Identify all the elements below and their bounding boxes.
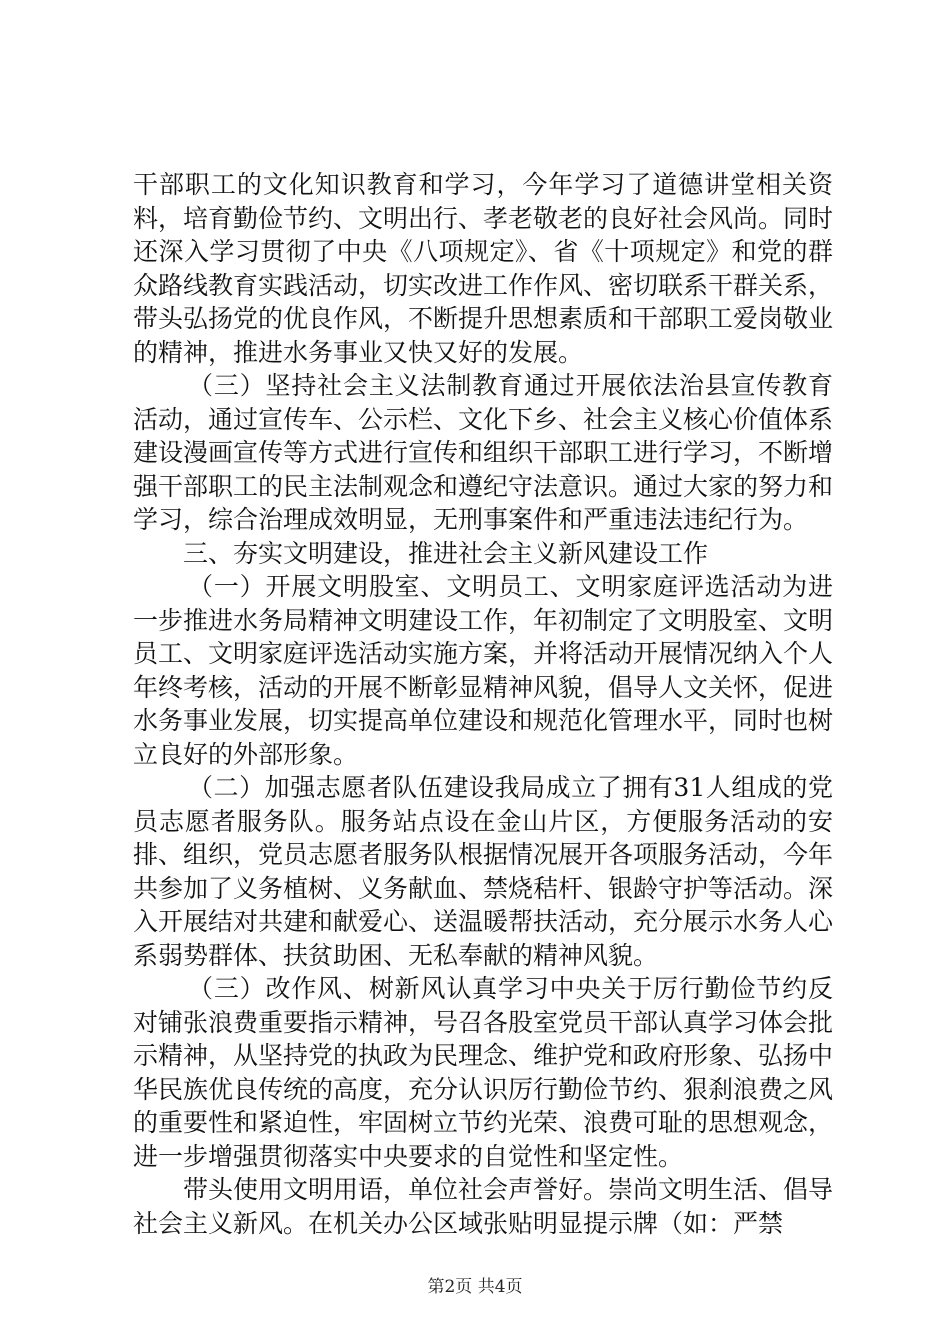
paragraph-section-3-sub-1: （一）开展文明股室、文明员工、文明家庭评选活动为进一步推进水务局精神文明建设工作，年初制定了文明股室、文明员工、文明家庭评选活动实施方案，并将活动开展情况纳入个人年终考核，活动的开展不断彰显精神风貌，倡导人文关怀，促进水务事业发展，切实提高单位建设和规范化管理水平，同时也树立良好的外部形象。 <box>133 572 834 769</box>
paragraph-civility: 带头使用文明用语，单位社会声誉好。崇尚文明生活、倡导社会主义新风。在机关办公区域张贴明显提示牌（如：严禁 <box>133 1175 834 1238</box>
page-footer: 第2页 共4页 <box>427 1277 523 1297</box>
paragraph-section-3-sub-3b: （三）改作风、树新风认真学习中央关于厉行勤俭节约反对铺张浪费重要指示精神，号召各股室党员干部认真学习体会批示精神，从坚持党的执政为民理念、维护党和政府形象、弘扬中华民族优良传统的高度，充分认识厉行勤俭节约、狠刹浪费之风的重要性和紧迫性，牢固树立节约光荣、浪费可耻的思想观念，进一步增强贯彻落实中央要求的自觉性和坚定性。 <box>133 974 834 1171</box>
paragraph-continuation: 干部职工的文化知识教育和学习，今年学习了道德讲堂相关资料，培育勤俭节约、文明出行、孝老敬老的良好社会风尚。同时还深入学习贯彻了中央《八项规定》、省《十项规定》和党的群众路线教育实践活动，切实改进工作作风、密切联系干群关系，带头弘扬党的优良作风，不断提升思想素质和干部职工爱岗敬业的精神，推进水务事业又快又好的发展。 <box>133 170 834 367</box>
paragraph-section-3-sub-3: （三）坚持社会主义法制教育通过开展依法治县宣传教育活动，通过宣传车、公示栏、文化下乡、社会主义核心价值体系建设漫画宣传等方式进行宣传和组织干部职工进行学习，不断增强干部职工的民主法制观念和遵纪守法意识。通过大家的努力和学习，综合治理成效明显，无刑事案件和严重违法违纪行为。 <box>133 371 834 534</box>
paragraph-section-3-sub-2: （二）加强志愿者队伍建设我局成立了拥有31人组成的党员志愿者服务队。服务站点设在金山片区，方便服务活动的安排、组织，党员志愿者服务队根据情况展开各项服务活动，今年共参加了义务植树、义务献血、禁烧秸杆、银龄守护等活动。深入开展结对共建和献爱心、送温暖帮扶活动，充分展示水务人心系弱势群体、扶贫助困、无私奉献的精神风貌。 <box>133 773 834 970</box>
section-heading-3: 三、夯实文明建设，推进社会主义新风建设工作 <box>183 538 709 568</box>
document-body <box>133 168 833 1240</box>
